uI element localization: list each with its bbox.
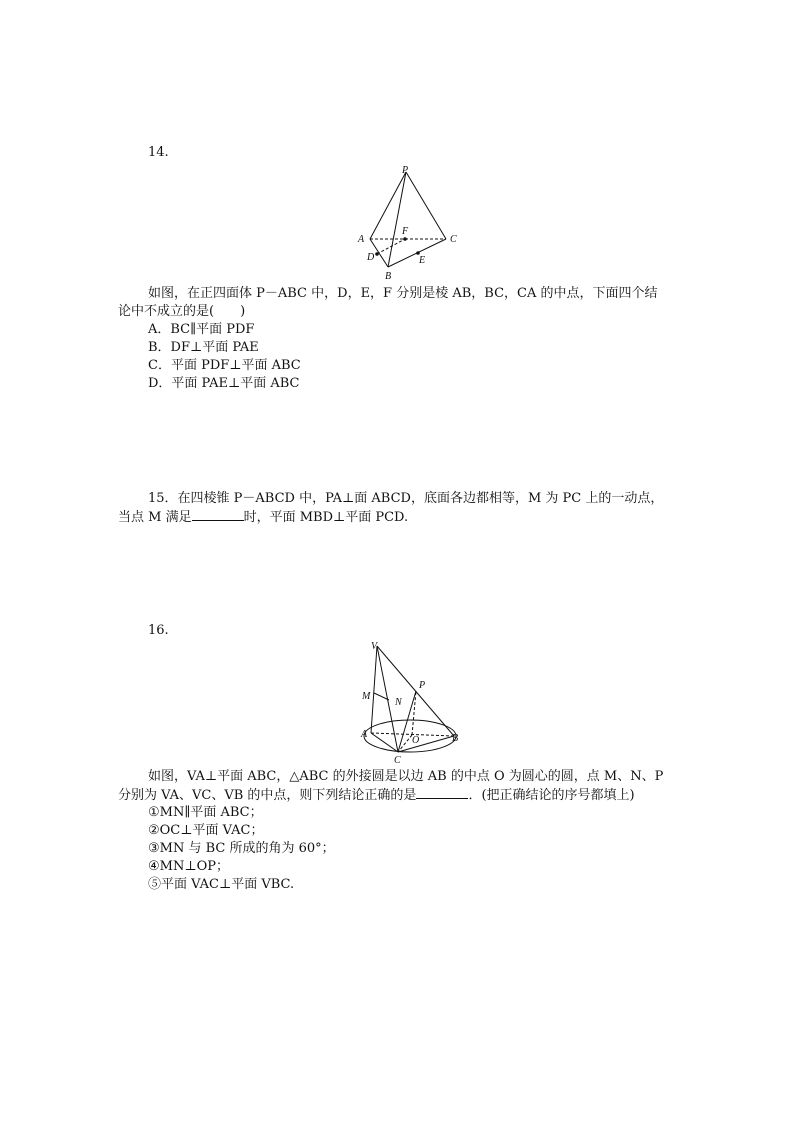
label-C: C bbox=[394, 755, 401, 766]
q15-line1: 15．在四棱锥 P－ABCD 中，PA⊥面 ABCD，底面各边都相等，M 为 PC 上的一动点， bbox=[148, 491, 664, 506]
q16-statement-3: ③MN 与 BC 所成的角为 60°； bbox=[148, 841, 335, 856]
q16-statement-4: ④MN⊥OP； bbox=[148, 859, 229, 874]
label-E: E bbox=[419, 255, 426, 266]
q16-stem-line2-before: 分别为 VA、VC、VB 的中点，则下列结论正确的是 bbox=[118, 788, 417, 803]
q16-statement-5: ⑤平面 VAC⊥平面 VBC. bbox=[148, 877, 295, 892]
label-B: B bbox=[385, 271, 392, 282]
q16-stem-line1: 如图，VA⊥平面 ABC，△ABC 的外接圆是以边 AB 的中点 O 为圆心的圆，点 M、N、P bbox=[148, 769, 664, 784]
q16-number: 16. bbox=[148, 623, 169, 638]
q16-statement-1: ①MN∥平面 ABC； bbox=[148, 805, 263, 820]
label-M: M bbox=[362, 691, 371, 702]
q15-line2-after: 时，平面 MBD⊥平面 PCD. bbox=[243, 510, 409, 525]
label-F: F bbox=[402, 226, 409, 237]
q14-tetrahedron-figure bbox=[350, 160, 470, 285]
q14-option-c: C．平面 PDF⊥平面 ABC bbox=[148, 358, 301, 373]
label-P: P bbox=[402, 165, 409, 176]
q16-cone-figure bbox=[355, 636, 465, 766]
q15-line2-before: 当点 M 满足 bbox=[118, 510, 192, 525]
q14-option-a: A．BC∥平面 PDF bbox=[148, 322, 255, 337]
label-V: V bbox=[371, 641, 378, 652]
label-P: P bbox=[419, 680, 426, 691]
q16-stem-line2 bbox=[118, 786, 635, 805]
label-B: B bbox=[452, 733, 459, 744]
label-N: N bbox=[395, 697, 402, 708]
q14-stem-line2: 论中不成立的是( ) bbox=[118, 304, 246, 319]
label-D: D bbox=[367, 252, 375, 263]
q15-answer-blank bbox=[192, 508, 244, 521]
q16-answer-blank bbox=[416, 786, 468, 799]
label-O: O bbox=[412, 735, 420, 746]
q15-line2 bbox=[118, 508, 408, 527]
q14-number: 14. bbox=[148, 145, 169, 160]
q16-statement-2: ②OC⊥平面 VAC； bbox=[148, 823, 264, 838]
q16-stem-line2-after: ．(把正确结论的序号都填上) bbox=[468, 788, 635, 803]
label-A: A bbox=[358, 234, 365, 245]
label-A: A bbox=[361, 729, 368, 740]
q14-option-d: D．平面 PAE⊥平面 ABC bbox=[148, 376, 300, 391]
q14-stem-line1: 如图，在正四面体 P－ABC 中，D，E，F 分别是棱 AB，BC，CA 的中点，下面四个结 bbox=[148, 286, 658, 301]
q14-option-b: B．DF⊥平面 PAE bbox=[148, 340, 259, 355]
label-C: C bbox=[450, 234, 457, 245]
